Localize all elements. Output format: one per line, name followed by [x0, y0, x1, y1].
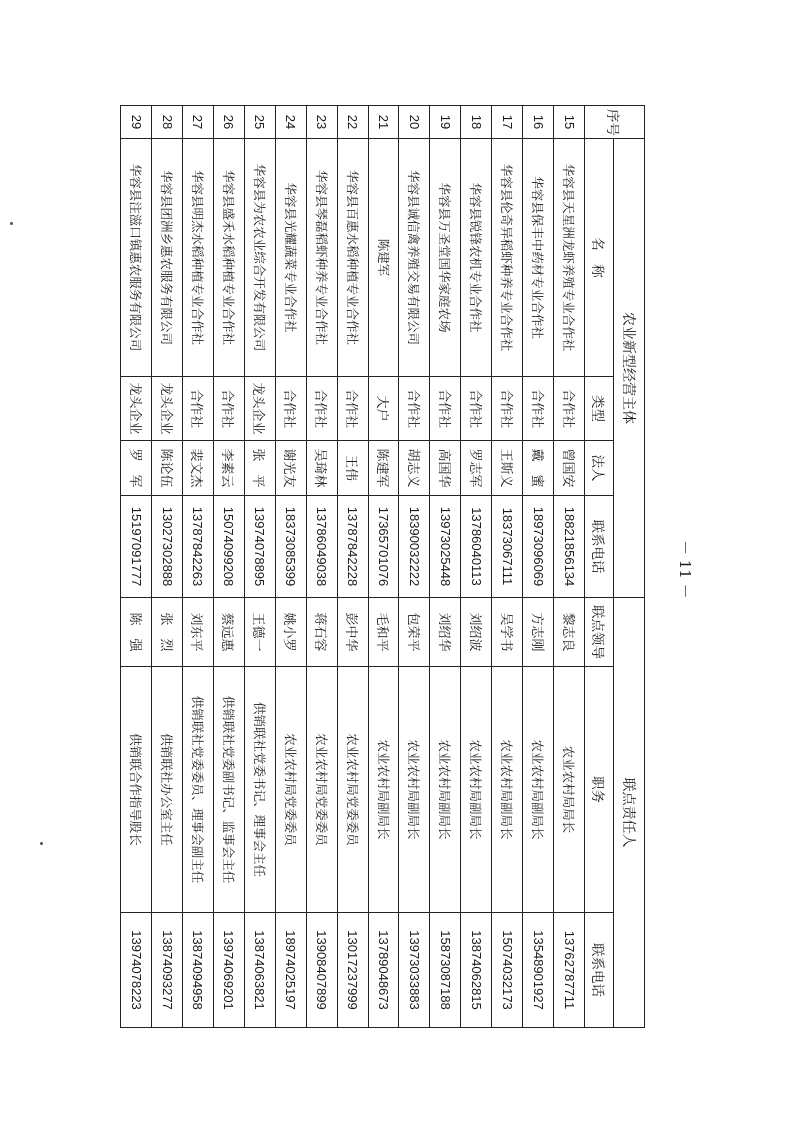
leader-duty: 供销联社办公室主任	[152, 667, 183, 913]
contact-leader: 姚小罗	[275, 598, 306, 667]
entity-name: 华容县盛禾水稻种植专业合作社	[213, 139, 244, 377]
entity-phone: 18821856134	[554, 496, 585, 598]
entity-type: 合作社	[461, 377, 492, 441]
leader-duty: 农业农村局副局长	[523, 667, 554, 913]
legal-person: 胡志义	[399, 441, 430, 496]
table-row	[213, 106, 244, 1028]
entity-phone: 13786040113	[461, 496, 492, 598]
row-index: 16	[523, 106, 554, 139]
scan-speck	[40, 842, 43, 845]
contact-leader: 蔡远惠	[213, 598, 244, 667]
entity-type: 大户	[368, 377, 399, 441]
entity-phone: 15074099208	[213, 496, 244, 598]
table-row	[399, 106, 430, 1028]
column-header-leader-phone: 联系电话	[585, 913, 614, 1028]
entity-name: 华容县光耀蔬菜专业合作社	[275, 139, 306, 377]
entity-phone: 13787842228	[337, 496, 368, 598]
entity-name: 华容县诚信禽养殖交易有限公司	[399, 139, 430, 377]
contact-leader: 方志刚	[523, 598, 554, 667]
contact-leader: 黎志良	[554, 598, 585, 667]
leader-phone: 13762787711	[554, 913, 585, 1028]
entity-phone: 13973025448	[430, 496, 461, 598]
leader-phone: 13874093277	[152, 913, 183, 1028]
leader-duty: 农业农村局副局长	[399, 667, 430, 913]
entity-type: 合作社	[306, 377, 337, 441]
legal-person: 陈建军	[368, 441, 399, 496]
leader-phone: 18974025197	[275, 913, 306, 1028]
entity-type: 合作社	[275, 377, 306, 441]
table-row	[244, 106, 275, 1028]
entity-type: 龙头企业	[152, 377, 183, 441]
group-header-contact: 联点责任人	[614, 598, 645, 1028]
legal-person: 王伟	[337, 441, 368, 496]
leader-phone: 13908407899	[306, 913, 337, 1028]
legal-person: 王斯义	[492, 441, 523, 496]
column-header-phone: 联系电话	[585, 496, 614, 598]
entity-type: 合作社	[183, 377, 214, 441]
row-index: 28	[152, 106, 183, 139]
entity-name: 华容县为农农业综合开发有限公司	[244, 139, 275, 377]
contact-leader: 刘绍华	[430, 598, 461, 667]
leader-duty: 农业农村局副局长	[492, 667, 523, 913]
entity-phone: 13787842263	[183, 496, 214, 598]
entity-type: 合作社	[430, 377, 461, 441]
entity-type: 合作社	[523, 377, 554, 441]
contact-leader: 吴学书	[492, 598, 523, 667]
row-index: 17	[492, 106, 523, 139]
leader-phone: 13973033883	[399, 913, 430, 1028]
row-index: 25	[244, 106, 275, 139]
row-index: 21	[368, 106, 399, 139]
entity-name: 华容县注滋口镇惠农服务有限公司	[121, 139, 152, 377]
entity-phone: 18973096069	[523, 496, 554, 598]
entity-phone: 13786049038	[306, 496, 337, 598]
table-row	[523, 106, 554, 1028]
table-row	[492, 106, 523, 1028]
entity-type: 龙头企业	[244, 377, 275, 441]
leader-duty: 供销联社党委副书记、监事会主任	[213, 667, 244, 913]
leader-phone: 13874094958	[183, 913, 214, 1028]
entity-type: 龙头企业	[121, 377, 152, 441]
contact-leader: 蒋石容	[306, 598, 337, 667]
legal-person: 李素云	[213, 441, 244, 496]
row-index: 18	[461, 106, 492, 139]
table-row	[554, 106, 585, 1028]
legal-person: 裴文杰	[183, 441, 214, 496]
table-row	[337, 106, 368, 1028]
column-header-leader: 联点领导	[585, 598, 614, 667]
entity-phone: 15197091777	[121, 496, 152, 598]
leader-duty: 农业农村局副局长	[461, 667, 492, 913]
entity-type: 合作社	[399, 377, 430, 441]
rotated-table-container	[120, 105, 645, 1027]
page-number: － 11 －	[676, 540, 694, 599]
legal-person: 罗志军	[461, 441, 492, 496]
legal-person: 戴 蜜	[523, 441, 554, 496]
row-index: 20	[399, 106, 430, 139]
entity-phone: 17365701076	[368, 496, 399, 598]
leader-phone: 13874062815	[461, 913, 492, 1028]
entity-phone: 13974078895	[244, 496, 275, 598]
leader-duty: 农业农村局党委委员	[275, 667, 306, 913]
table-row	[461, 106, 492, 1028]
entity-phone: 18373085399	[275, 496, 306, 598]
leader-phone: 13789048673	[368, 913, 399, 1028]
contact-leader: 刘东平	[183, 598, 214, 667]
table-row	[183, 106, 214, 1028]
leader-phone: 13874063821	[244, 913, 275, 1028]
contact-leader: 彭中华	[337, 598, 368, 667]
leader-duty: 供销联社党委委员、理事会副主任	[183, 667, 214, 913]
entity-type: 合作社	[337, 377, 368, 441]
row-index: 23	[306, 106, 337, 139]
entity-name: 华容县锐锋农机专业合作社	[461, 139, 492, 377]
legal-person: 谢光友	[275, 441, 306, 496]
row-index: 29	[121, 106, 152, 139]
row-index: 26	[213, 106, 244, 139]
legal-person: 吴琦林	[306, 441, 337, 496]
entity-name: 华容县琴磊稻虾种养专业合作社	[306, 139, 337, 377]
entity-name: 华容县天星洲龙虾养殖专业合作社	[554, 139, 585, 377]
agricultural-entity-table	[120, 105, 645, 1028]
entity-name: 华容县百惠水稻种植专业合作社	[337, 139, 368, 377]
column-header-name: 名 称	[585, 139, 614, 377]
entity-type: 合作社	[213, 377, 244, 441]
entity-phone: 18390032222	[399, 496, 430, 598]
entity-name: 陈建军	[368, 139, 399, 377]
entity-name: 华容县万圣堂国华家庭农场	[430, 139, 461, 377]
contact-leader: 包荣平	[399, 598, 430, 667]
table-row	[430, 106, 461, 1028]
leader-duty: 供销联社党委书记、理事会主任	[244, 667, 275, 913]
table-row	[306, 106, 337, 1028]
leader-phone: 13548901927	[523, 913, 554, 1028]
leader-duty: 供销联合作指导股长	[121, 667, 152, 913]
leader-duty: 农业农村局局长	[554, 667, 585, 913]
entity-type: 合作社	[554, 377, 585, 441]
entity-name: 华容县伦奇异稻虾种养专业合作社	[492, 139, 523, 377]
scan-speck	[10, 222, 13, 225]
entity-type: 合作社	[492, 377, 523, 441]
row-index: 24	[275, 106, 306, 139]
legal-person: 陈论伍	[152, 441, 183, 496]
row-index: 22	[337, 106, 368, 139]
leader-phone: 13974069201	[213, 913, 244, 1028]
leader-phone: 13974078223	[121, 913, 152, 1028]
row-index: 15	[554, 106, 585, 139]
entity-phone: 18373067111	[492, 496, 523, 598]
leader-duty: 农业农村局副局长	[368, 667, 399, 913]
table-row	[152, 106, 183, 1028]
table-row	[275, 106, 306, 1028]
header-index: 序号	[585, 106, 645, 139]
legal-person: 曾国安	[554, 441, 585, 496]
leader-phone: 13017237999	[337, 913, 368, 1028]
row-index: 19	[430, 106, 461, 139]
contact-leader: 陈 强	[121, 598, 152, 667]
table-row	[368, 106, 399, 1028]
contact-leader: 刘绍波	[461, 598, 492, 667]
leader-duty: 农业农村局副局长	[430, 667, 461, 913]
leader-duty: 农业农村局党委委员	[337, 667, 368, 913]
entity-name: 华容县保丰中药材专业合作社	[523, 139, 554, 377]
contact-leader: 王德一	[244, 598, 275, 667]
column-header-type: 类型	[585, 377, 614, 441]
leader-phone: 15074032173	[492, 913, 523, 1028]
leader-phone: 15873087188	[430, 913, 461, 1028]
table-row	[121, 106, 152, 1028]
contact-leader: 张 烈	[152, 598, 183, 667]
column-header-duty: 职务	[585, 667, 614, 913]
group-header-entity: 农业新型经营主体	[614, 139, 645, 598]
entity-phone: 13027302888	[152, 496, 183, 598]
legal-person: 罗 军	[121, 441, 152, 496]
row-index: 27	[183, 106, 214, 139]
entity-name: 华容县团洲乡惠农服务有限公司	[152, 139, 183, 377]
entity-name: 华容县明杰水稻种植专业合作社	[183, 139, 214, 377]
column-header-legal: 法人	[585, 441, 614, 496]
leader-duty: 农业农村局党委委员	[306, 667, 337, 913]
legal-person: 高国华	[430, 441, 461, 496]
legal-person: 张 平	[244, 441, 275, 496]
contact-leader: 毛和平	[368, 598, 399, 667]
